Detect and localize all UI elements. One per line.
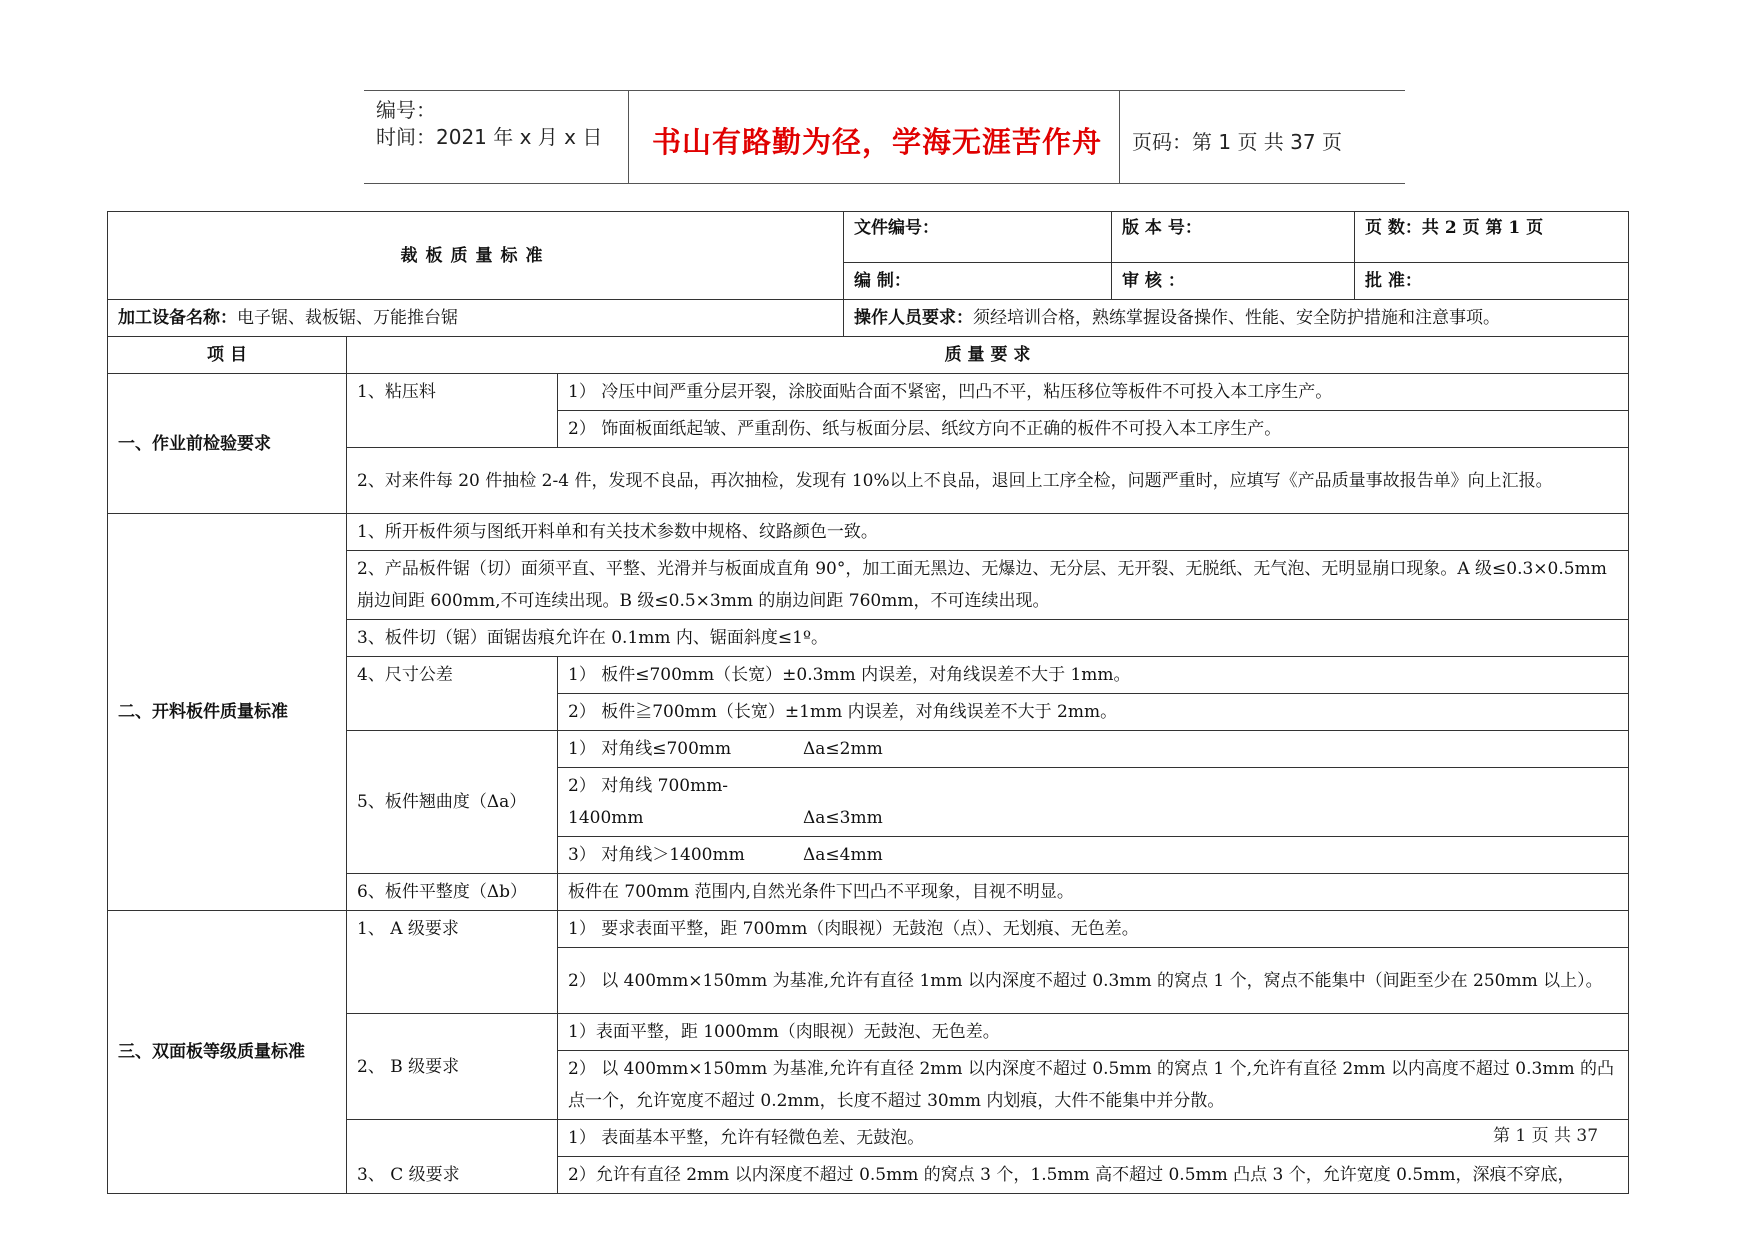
approver-cell: 批 准： xyxy=(1355,263,1629,300)
s3-c-label: 3、 C 级要求 xyxy=(347,1120,558,1194)
equipment-value: 电子锯、裁板锯、万能推台锯 xyxy=(237,308,458,328)
version-cell: 版 本 号： xyxy=(1112,212,1355,263)
s3-a-label: 1、 A 级要求 xyxy=(347,911,558,1014)
header-divider-left xyxy=(628,90,629,183)
file-number-cell: 文件编号： xyxy=(844,212,1112,263)
s2-row6-label: 6、板件平整度（Δb） xyxy=(347,874,558,911)
section-3-title: 三、双面板等级质量标准 xyxy=(108,911,347,1194)
reviewer-cell: 审 核 ： xyxy=(1112,263,1355,300)
quality-standard-table xyxy=(107,211,1629,1194)
column-header-quality: 质 量 要 求 xyxy=(347,337,1629,374)
doc-number-label: 编号： xyxy=(376,98,436,122)
pages-cell: 页 数：共 2 页 第 1 页 xyxy=(1355,212,1629,263)
s2-row5-a xyxy=(558,731,1629,768)
s1-row2: 2、对来件每 20 件抽检 2-4 件，发现不良品，再次抽检，发现有 10%以上不良品，退回上工序全检，问题严重时，应填写《产品质量事故报告单》向上汇报。 xyxy=(347,448,1629,514)
header-slogan: 书山有路勤为径，学海无涯苦作舟 xyxy=(652,125,1103,159)
s3-c-1: 1） 表面基本平整，允许有轻微色差、无鼓泡。 xyxy=(558,1120,1629,1157)
document-title: 裁板质量标准 xyxy=(108,212,844,300)
s2-row5-a-limit: Δa≤2mm xyxy=(803,739,883,759)
s3-a-2: 2） 以 400mm×150mm 为基准,允许有直径 1mm 以内深度不超过 0.3mm 的窝点 1 个，窝点不能集中（间距至少在 250mm 以上）。 xyxy=(558,948,1629,1014)
s2-row5-b-limit: Δa≤3mm xyxy=(803,808,883,828)
equipment-cell xyxy=(108,300,844,337)
s3-b-2: 2） 以 400mm×150mm 为基准,允许有直径 2mm 以内深度不超过 0.5mm 的窝点 1 个,允许有直径 2mm 以内高度不超过 0.3mm 的凸点一个，允许宽度不超过 0.2mm，长度不超过 30mm 内划痕，大件不能集中并分散。 xyxy=(558,1051,1629,1120)
s2-row5-c-range: 3） 对角线＞1400mm xyxy=(568,845,745,865)
doc-time-label: 时间：2021 年 x 月 x 日 xyxy=(376,125,603,149)
operator-value: 须经培训合格，熟练掌握设备操作、性能、安全防护措施和注意事项。 xyxy=(973,308,1500,328)
operator-label: 操作人员要求： xyxy=(854,308,973,328)
s2-row5-label: 5、板件翘曲度（Δa） xyxy=(347,731,558,874)
s2-row3: 3、板件切（锯）面锯齿痕允许在 0.1mm 内、锯面斜度≤1º。 xyxy=(347,620,1629,657)
s2-row5-a-range: 1） 对角线≤700mm xyxy=(568,739,732,759)
header-divider-right xyxy=(1119,90,1120,183)
s2-row5-b xyxy=(558,768,1629,837)
s3-b-1: 1）表面平整，距 1000mm（肉眼视）无鼓泡、无色差。 xyxy=(558,1014,1629,1051)
author-cell: 编 制： xyxy=(844,263,1112,300)
header-page-info: 页码：第 1 页 共 37 页 xyxy=(1132,130,1342,154)
s3-a-1: 1） 要求表面平整，距 700mm（肉眼视）无鼓泡（点）、无划痕、无色差。 xyxy=(558,911,1629,948)
page-footer: 第 1 页 共 37 xyxy=(1493,1126,1599,1146)
s2-row5-c xyxy=(558,837,1629,874)
s2-row2: 2、产品板件锯（切）面须平直、平整、光滑并与板面成直角 90°，加工面无黑边、无爆边、无分层、无开裂、无脱纸、无气泡、无明显崩口现象。A 级≤0.3×0.5mm 崩边间距 600mm,不可连续出现。B 级≤0.5×3mm 的崩边间距 760mm，不可连续出现。 xyxy=(347,551,1629,620)
header-top-rule xyxy=(364,90,1405,91)
s1-row1-label: 1、粘压料 xyxy=(347,374,558,448)
column-header-item: 项 目 xyxy=(108,337,347,374)
header-bottom-rule xyxy=(364,183,1405,184)
section-2-title: 二、开料板件质量标准 xyxy=(108,514,347,911)
s3-b-label: 2、 B 级要求 xyxy=(347,1014,558,1120)
s2-row5-c-limit: Δa≤4mm xyxy=(803,845,883,865)
s2-row4-label: 4、尺寸公差 xyxy=(347,657,558,731)
operator-cell xyxy=(844,300,1629,337)
s2-row1: 1、所开板件须与图纸开料单和有关技术参数中规格、纹路颜色一致。 xyxy=(347,514,1629,551)
s2-row5-b-range: 2） 对角线 700mm-1400mm xyxy=(568,776,729,828)
s1-row1-b: 2） 饰面板面纸起皱、严重刮伤、纸与板面分层、纸纹方向不正确的板件不可投入本工序生产。 xyxy=(558,411,1629,448)
s2-row6-value: 板件在 700mm 范围内,自然光条件下凹凸不平现象，目视不明显。 xyxy=(558,874,1629,911)
s1-row1-a: 1） 冷压中间严重分层开裂，涂胶面贴合面不紧密，凹凸不平，粘压移位等板件不可投入本工序生产。 xyxy=(558,374,1629,411)
s2-row4-b: 2） 板件≧700mm（长宽）±1mm 内误差，对角线误差不大于 2mm。 xyxy=(558,694,1629,731)
s2-row4-a: 1） 板件≤700mm（长宽）±0.3mm 内误差，对角线误差不大于 1mm。 xyxy=(558,657,1629,694)
equipment-label: 加工设备名称： xyxy=(118,308,237,328)
s3-c-2: 2）允许有直径 2mm 以内深度不超过 0.5mm 的窝点 3 个，1.5mm 高不超过 0.5mm 凸点 3 个，允许宽度 0.5mm，深痕不穿底， xyxy=(558,1157,1629,1194)
section-1-title: 一、作业前检验要求 xyxy=(108,374,347,514)
